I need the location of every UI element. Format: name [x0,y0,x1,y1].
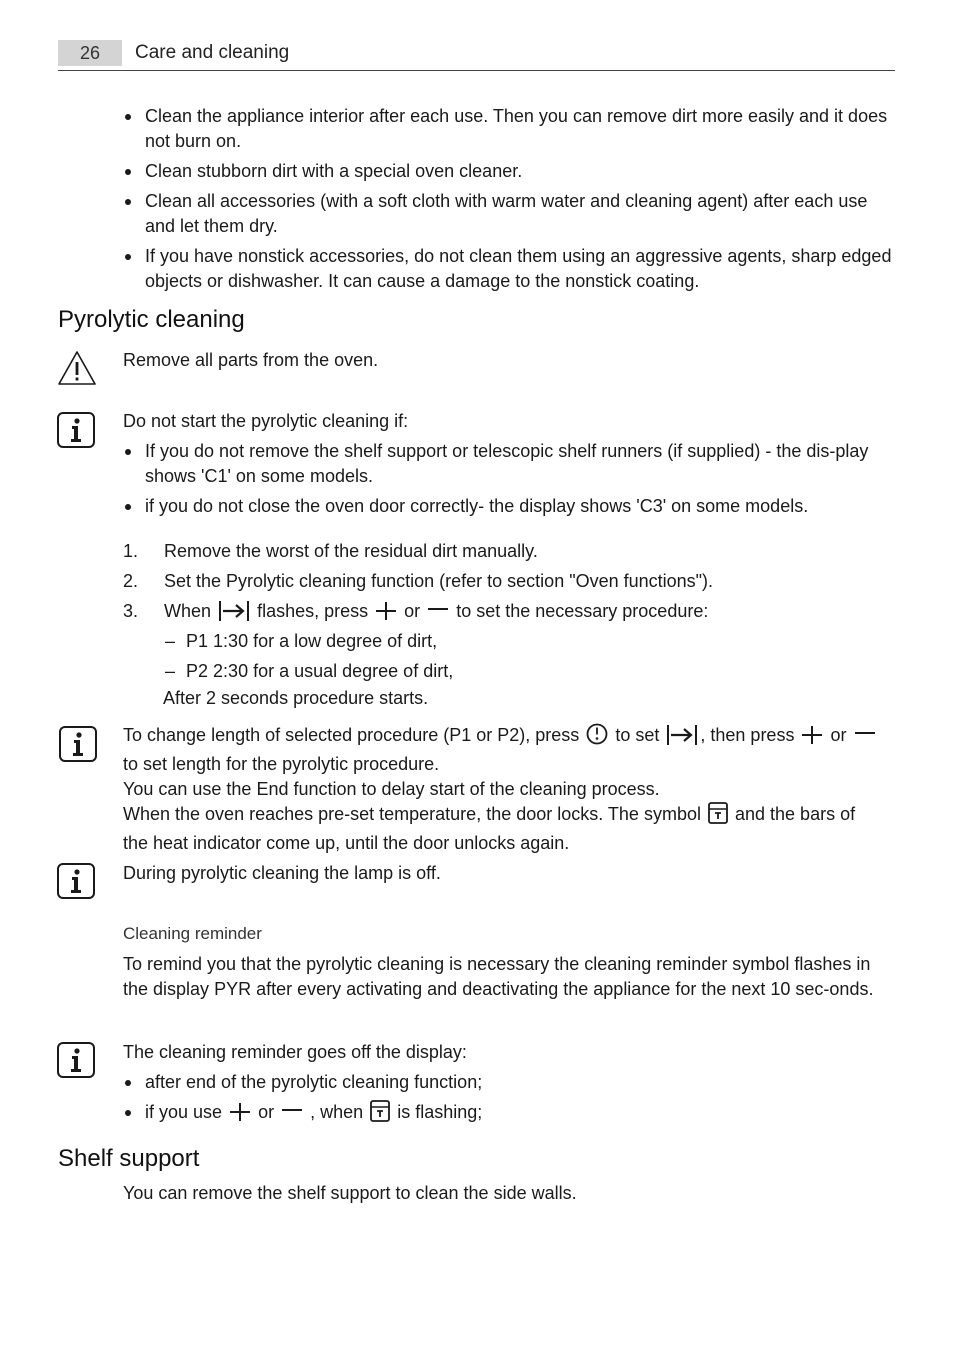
procedure-options [163,629,763,689]
intro-bullet-list [123,104,893,299]
list-item: Clean stubborn dirt with a special oven cleaner. [123,159,893,184]
list-item: Clean all accessories (with a soft cloth with warm water and cleaning agent) after each use and let them dry. [123,189,893,239]
door-lock-icon [370,1100,390,1129]
header-rule [58,70,895,71]
list-item: If you do not remove the shelf support or telescopic shelf runners (if supplied) - the dis-play shows 'C1' on some models. [123,439,893,489]
list-item: If you have nonstick accessories, do not clean them using an aggressive agents, sharp edged objects or dishwasher. It can cause a damage to the nonstick coating. [123,244,893,294]
minus-icon [281,1102,303,1129]
info2-paragraph: To change length of selected procedure (P1 or P2), press to set , then press or to set length for the pyrolytic procedure. You can use the End function to delay start of the cleaning process. When the oven reaches pre-set temperature, the door locks. The symbol and the bars of the heat indicator come up, until the door unlocks again. [123,723,898,856]
reminder-paragraph: To remind you that the pyrolytic cleaning is necessary the cleaning reminder symbol flashes in the display PYR after every activating and deactivating the appliance for the next 10 sec-onds. [123,954,874,999]
info4-bullet-list [123,1070,893,1134]
after-text: After 2 seconds procedure starts. [163,688,429,708]
list-item: 2. Set the Pyrolytic cleaning function (refer to section "Oven functions"). [123,571,714,591]
door-lock-icon [708,802,728,831]
shelf-text: You can remove the shelf support to clean the side walls. [123,1183,577,1203]
clock-icon [586,723,608,752]
list-item: if you use or , when is flashing; [123,1100,893,1129]
list-item: 3. When flashes, press or to set the necessary procedure: [123,599,893,628]
info-icon [57,1042,95,1078]
list-item: if you do not close the oven door correctly- the display shows 'C3' on some models. [123,494,893,519]
list-item: – P1 1:30 for a low degree of dirt, [165,631,438,651]
shelf-heading: Shelf support [58,1145,200,1172]
plus-icon [801,725,823,752]
minus-icon [427,601,449,628]
steps-list [123,539,893,633]
info3-text: During pyrolytic cleaning the lamp is off. [123,863,441,883]
info-icon [59,726,97,762]
list-item: after end of the pyrolytic cleaning function; [123,1070,893,1095]
info-icon [57,863,95,899]
info4-lead: The cleaning reminder goes off the display: [123,1042,467,1062]
info-icon [57,412,95,448]
list-item: – P2 2:30 for a usual degree of dirt, [165,661,454,681]
section-title: Care and cleaning [135,42,290,63]
list-item: 1. Remove the worst of the residual dirt manually. [123,541,538,561]
reminder-title: Cleaning reminder [123,924,262,943]
list-item: Clean the appliance interior after each use. Then you can remove dirt more easily and it does not burn on. [123,104,893,154]
warning-triangle-icon [57,350,97,386]
arrow-to-bar-icon [218,601,250,628]
arrow-to-bar-icon [666,725,698,752]
plus-icon [375,601,397,628]
plus-icon [229,1102,251,1129]
info1-lead: Do not start the pyrolytic cleaning if: [123,411,409,431]
minus-icon [854,725,876,752]
page-number: 26 [58,40,122,66]
pyrolytic-heading: Pyrolytic cleaning [58,306,245,333]
warning-text: Remove all parts from the oven. [123,350,379,370]
info1-bullet-list [123,439,893,524]
